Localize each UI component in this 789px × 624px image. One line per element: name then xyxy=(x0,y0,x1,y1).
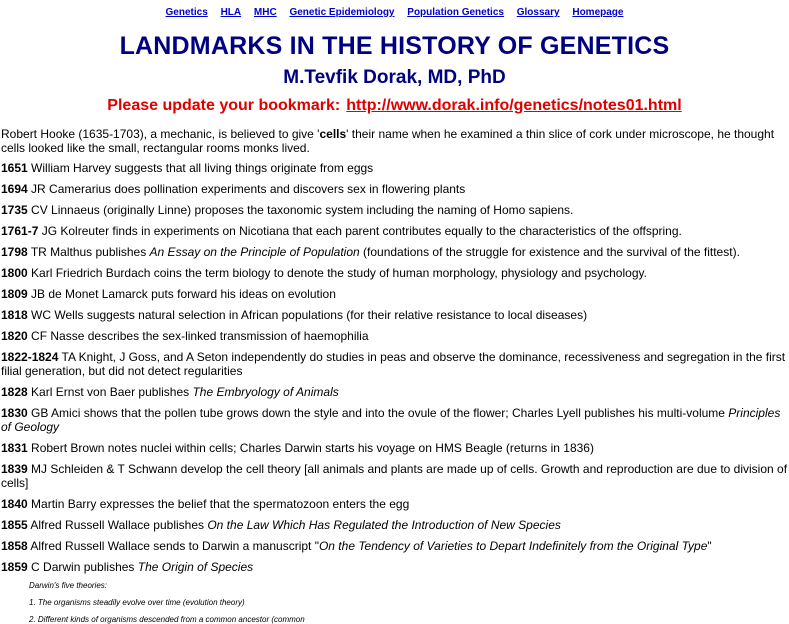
timeline-entry xyxy=(1,560,789,574)
entry-year: 1822-1824 xyxy=(1,350,59,364)
timeline-entry xyxy=(1,308,789,322)
entry-year: 1855 xyxy=(1,518,28,532)
timeline-entry xyxy=(1,182,789,196)
theory-item: 1. The organisms steadily evolve over time (evolution theory) xyxy=(29,598,245,607)
entry-text: Alfred Russell Wallace sends to Darwin a manuscript " xyxy=(27,539,319,553)
entry-text: CV Linnaeus (originally Linne) proposes the taxonomic system including the naming of Homo sapiens. xyxy=(27,203,574,217)
timeline-entry xyxy=(1,385,789,399)
page-title: LANDMARKS IN THE HISTORY OF GENETICS xyxy=(119,32,670,60)
entry-year: 1839 xyxy=(1,462,28,476)
entry-text: MJ Schleiden & T Schwann develop the cell theory [all animals and plants are made up of cells. Growth and reproduction are due to division of cells] xyxy=(1,462,788,490)
entry-text: JG Kolreuter finds in experiments on Nicotiana that each parent contributes equally to the characteristics of the offspring. xyxy=(38,224,682,238)
entry-year: 1694 xyxy=(1,182,28,196)
entry-text: Martin Barry expresses the belief that the spermatozoon enters the egg xyxy=(27,497,410,511)
entry-year: 1809 xyxy=(1,287,28,301)
intro-paragraph xyxy=(1,127,789,155)
timeline-entry xyxy=(1,350,789,378)
entry-text: Karl Ernst von Baer publishes xyxy=(27,385,193,399)
entry-year: 1798 xyxy=(1,245,28,259)
top-nav xyxy=(0,0,789,18)
entry-text: TR Malthus publishes xyxy=(27,245,150,259)
entry-text: William Harvey suggests that all living things originate from eggs xyxy=(27,161,374,175)
darwin-theories xyxy=(29,581,789,624)
entry-text: Alfred Russell Wallace publishes xyxy=(27,518,208,532)
main-content xyxy=(0,127,789,624)
entry-text: GB Amici shows that the pollen tube grows down the style and into the ovule of the flower; Charles Lyell publishes his multi-volume xyxy=(27,406,729,420)
entry-year: 1820 xyxy=(1,329,28,343)
timeline-entry xyxy=(1,287,789,301)
entry-year: 1828 xyxy=(1,385,28,399)
theory-item: 2. Different kinds of organisms descended from a common ancestor (common xyxy=(29,615,305,624)
timeline-entry xyxy=(1,406,789,434)
timeline-entry xyxy=(1,497,789,511)
entry-year: 1761-7 xyxy=(1,224,39,238)
entry-year: 1800 xyxy=(1,266,28,280)
entry-text: CF Nasse describes the sex-linked transmission of haemophilia xyxy=(27,329,369,343)
entry-year: 1830 xyxy=(1,406,28,420)
entry-text: JB de Monet Lamarck puts forward his ideas on evolution xyxy=(27,287,336,301)
entry-text: WC Wells suggests natural selection in African populations (for their relative resistance to local diseases) xyxy=(27,308,588,322)
nav-link-homepage[interactable]: Homepage xyxy=(572,7,624,18)
entry-text: Robert Brown notes nuclei within cells; Charles Darwin starts his voyage on HMS Beagle (returns in 1836) xyxy=(27,441,594,455)
entry-title-italic: On the Tendency of Varieties to Depart Indefinitely from the Original Type xyxy=(318,539,708,553)
entry-title-italic: An Essay on the Principle of Population xyxy=(149,245,360,259)
entry-year: 1651 xyxy=(1,161,28,175)
entry-text: TA Knight, J Goss, and A Seton independently do studies in peas and observe the dominance, recessiveness and segregation in the first filial generation, but did not detect regularities xyxy=(1,350,786,378)
bookmark-notice xyxy=(0,97,789,115)
timeline-entry xyxy=(1,539,789,553)
timeline-entry xyxy=(1,266,789,280)
nav-link-hla[interactable]: HLA xyxy=(220,7,242,18)
timeline-entry xyxy=(1,224,789,238)
nav-link-genetics[interactable]: Genetics xyxy=(165,7,208,18)
entry-title-italic: Principles of Geology xyxy=(1,406,781,434)
nav-link-population-genetics[interactable]: Population Genetics xyxy=(407,7,504,18)
entry-year: 1831 xyxy=(1,441,28,455)
timeline-entry xyxy=(1,441,789,455)
entry-text: C Darwin publishes xyxy=(27,560,138,574)
entry-text-after: (foundations of the struggle for existence and the survival of the fittest). xyxy=(359,245,740,259)
entry-text: Karl Friedrich Burdach coins the term biology to denote the study of human morphology, physiology and psychology. xyxy=(27,266,647,280)
timeline-entry xyxy=(1,518,789,532)
entry-year: 1818 xyxy=(1,308,28,322)
intro-text-before: Robert Hooke (1635-1703), a mechanic, is believed to give ' xyxy=(1,127,320,141)
entry-year: 1840 xyxy=(1,497,28,511)
nav-link-glossary[interactable]: Glossary xyxy=(516,7,560,18)
entry-title-italic: The Origin of Species xyxy=(137,560,254,574)
entry-year: 1735 xyxy=(1,203,28,217)
bookmark-label: Please update your bookmark: xyxy=(107,97,341,114)
entry-text: JR Camerarius does pollination experiments and discovers sex in flowering plants xyxy=(27,182,466,196)
timeline-entry xyxy=(1,462,789,490)
timeline-list xyxy=(1,161,789,574)
entry-title-italic: The Embryology of Animals xyxy=(192,385,339,399)
timeline-entry xyxy=(1,161,789,175)
entry-year: 1858 xyxy=(1,539,28,553)
bookmark-link[interactable]: http://www.dorak.info/genetics/notes01.html xyxy=(346,97,682,114)
entry-text-after: " xyxy=(707,539,712,553)
timeline-entry xyxy=(1,329,789,343)
author-name: M.Tevfik Dorak, MD, PhD xyxy=(283,67,506,88)
entry-title-italic: On the Law Which Has Regulated the Introduction of New Species xyxy=(207,518,561,532)
intro-bold-term: cells xyxy=(319,127,347,141)
timeline-entry xyxy=(1,203,789,217)
nav-link-genetic-epidemiology[interactable]: Genetic Epidemiology xyxy=(289,7,395,18)
intro-text-after: ' their name when he examined a thin slice of cork under microscope, he thought cells looked like the small, rectangular rooms monks lived. xyxy=(1,127,775,155)
entry-year: 1859 xyxy=(1,560,28,574)
theories-heading: Darwin's five theories: xyxy=(29,581,107,590)
nav-link-mhc[interactable]: MHC xyxy=(253,7,277,18)
timeline-entry xyxy=(1,245,789,259)
